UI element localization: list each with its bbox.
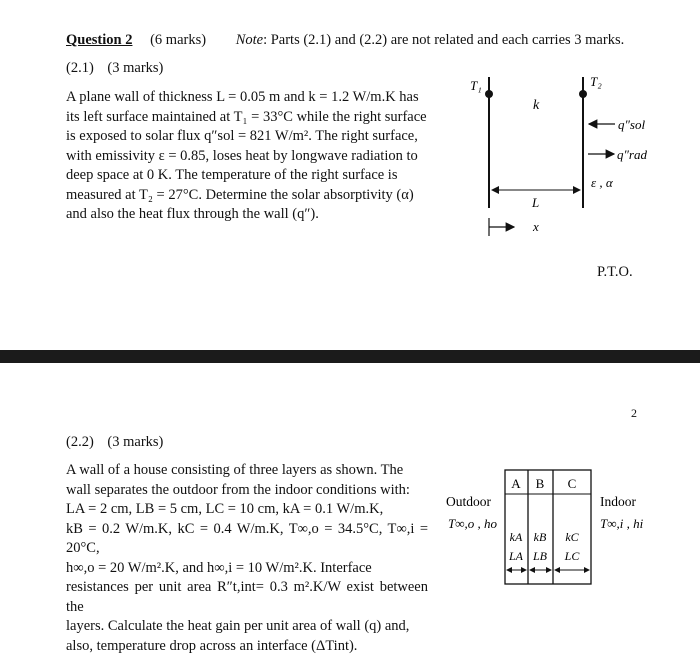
part-2-2-label: (2.2) — [66, 434, 94, 450]
page-number: 2 — [631, 406, 637, 421]
outdoor-conditions: T∞,o , ho — [448, 516, 497, 531]
question-marks: (6 marks) — [150, 32, 206, 48]
l-label: L — [531, 195, 539, 210]
lb-label: LB — [532, 549, 548, 563]
outdoor-label: Outdoor — [446, 494, 492, 509]
part-2-1-marks: (3 marks) — [107, 60, 163, 76]
question-title: Question 2 — [66, 32, 132, 48]
text-line: layers. Calculate the heat gain per unit area of wall (q) and, — [66, 617, 428, 637]
text-line: deep space at 0 K. The temperature of the right surface is — [66, 166, 436, 186]
text-line: also, temperature drop across an interface (ΔTint). — [66, 637, 428, 656]
kb-label: kB — [534, 530, 547, 544]
lc-label: LC — [564, 549, 581, 563]
indoor-conditions: T∞,i , hi — [600, 516, 644, 531]
text-line: resistances per unit area R″t,int= 0.3 m².K/W exist between the — [66, 578, 428, 617]
text-line: A plane wall of thickness L = 0.05 m and k = 1.2 W/m.K has — [66, 88, 436, 108]
t1-label: T₁ — [470, 78, 482, 93]
text-line: with emissivity ε = 0.85, loses heat by longwave radiation to — [66, 147, 436, 167]
text-line: measured at T₂ = 27°C. Determine the solar absorptivity (α) — [66, 186, 436, 206]
text-line: and also the heat flux through the wall (q″). — [66, 205, 436, 225]
note-label: Note — [236, 32, 263, 48]
emissivity-absorptivity-label: ε , α — [591, 175, 614, 190]
ka-label: kA — [510, 530, 523, 544]
text-line: kB = 0.2 W/m.K, kC = 0.4 W/m.K, T∞,o = 34.5°C, T∞,i = 20°C, — [66, 520, 428, 559]
layer-a-label: A — [511, 476, 521, 491]
text-line: LA = 2 cm, LB = 5 cm, LC = 10 cm, kA = 0.1 W/m.K, — [66, 500, 428, 520]
layer-b-label: B — [536, 476, 545, 491]
indoor-label: Indoor — [600, 494, 636, 509]
part-2-1-label: (2.1) — [66, 60, 94, 76]
text-line: its left surface maintained at T₁ = 33°C while the right surface — [66, 108, 436, 128]
part-2-2-marks: (3 marks) — [107, 434, 163, 450]
qrad-label: q″rad — [617, 147, 647, 162]
x-label: x — [532, 219, 539, 234]
text-line: A wall of a house consisting of three layers as shown. The — [66, 461, 428, 481]
t2-label: T₂ — [590, 74, 602, 89]
pto-label: P.T.O. — [597, 263, 633, 283]
layer-c-label: C — [568, 476, 577, 491]
note-text: : Parts (2.1) and (2.2) are not related and each carries 3 marks. — [263, 32, 624, 48]
k-label: k — [533, 98, 540, 113]
kc-label: kC — [565, 530, 579, 544]
text-line: is exposed to solar flux q″sol = 821 W/m². The right surface, — [66, 127, 436, 147]
qsol-label: q″sol — [618, 117, 645, 132]
text-line: h∞,o = 20 W/m².K, and h∞,i = 10 W/m².K. Interface — [66, 559, 428, 579]
text-line: wall separates the outdoor from the indoor conditions with: — [66, 481, 428, 501]
la-label: LA — [508, 549, 524, 563]
